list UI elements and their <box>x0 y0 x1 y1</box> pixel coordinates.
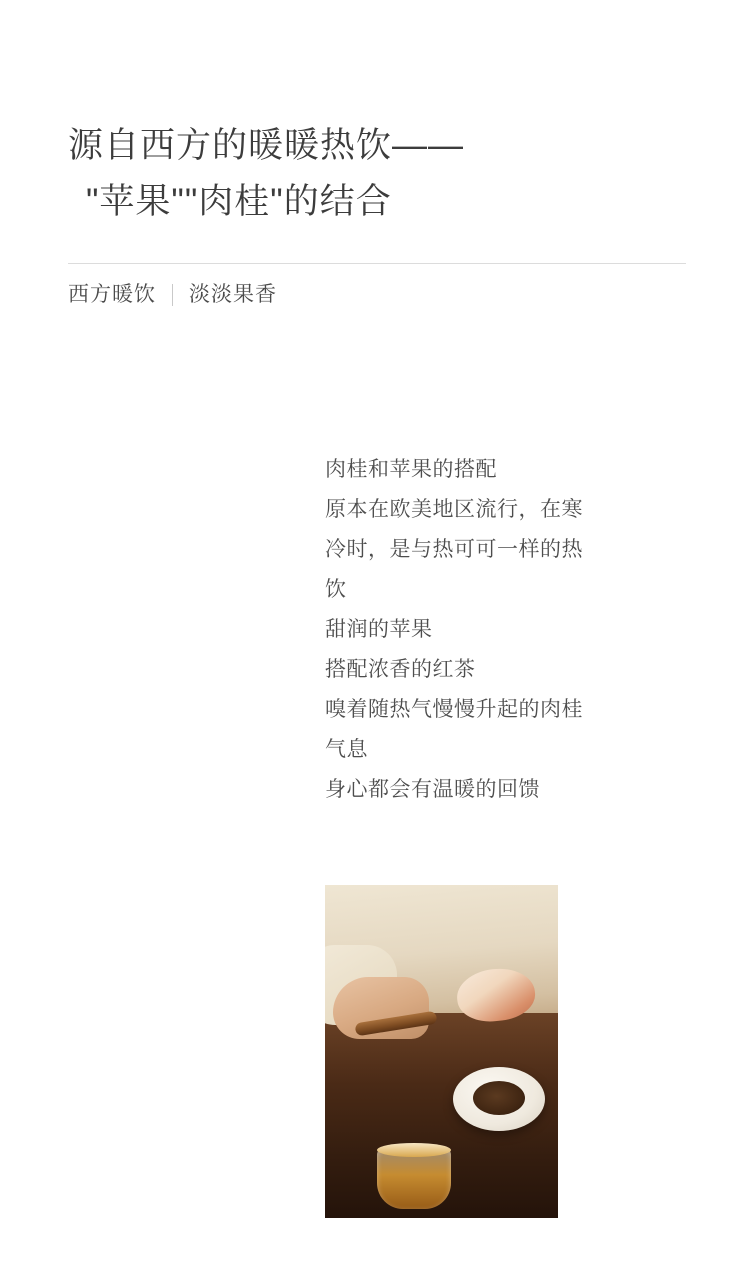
body-line: 搭配浓香的红茶 <box>325 658 476 681</box>
subtitle <box>68 278 277 312</box>
body-line: 饮 <box>325 578 347 601</box>
subtitle-left-label: 西方暖饮 <box>68 283 156 306</box>
body-line: 肉桂和苹果的搭配 <box>325 458 497 481</box>
body-line: 甜润的苹果 <box>325 618 433 641</box>
body-line: 气息 <box>325 738 368 761</box>
photo-tea-cup-rim <box>377 1143 451 1157</box>
title-line-1: 源自西方的暖暖热饮—— <box>68 126 465 165</box>
body-line: 身心都会有温暖的回馈 <box>325 778 540 801</box>
subtitle-right-label: 淡淡果香 <box>189 283 277 306</box>
body-line: 冷时，是与热可可一样的热 <box>325 538 583 561</box>
body-copy <box>325 450 655 810</box>
page-title <box>68 118 688 230</box>
subtitle-separator <box>172 284 173 306</box>
title-line-2: "苹果""肉桂"的结合 <box>86 182 392 221</box>
photo-tea-leaves <box>473 1081 525 1115</box>
header-divider <box>68 263 686 264</box>
body-line: 嗅着随热气慢慢升起的肉桂 <box>325 698 583 721</box>
product-photo <box>325 885 558 1218</box>
body-line: 原本在欧美地区流行，在寒 <box>325 498 583 521</box>
